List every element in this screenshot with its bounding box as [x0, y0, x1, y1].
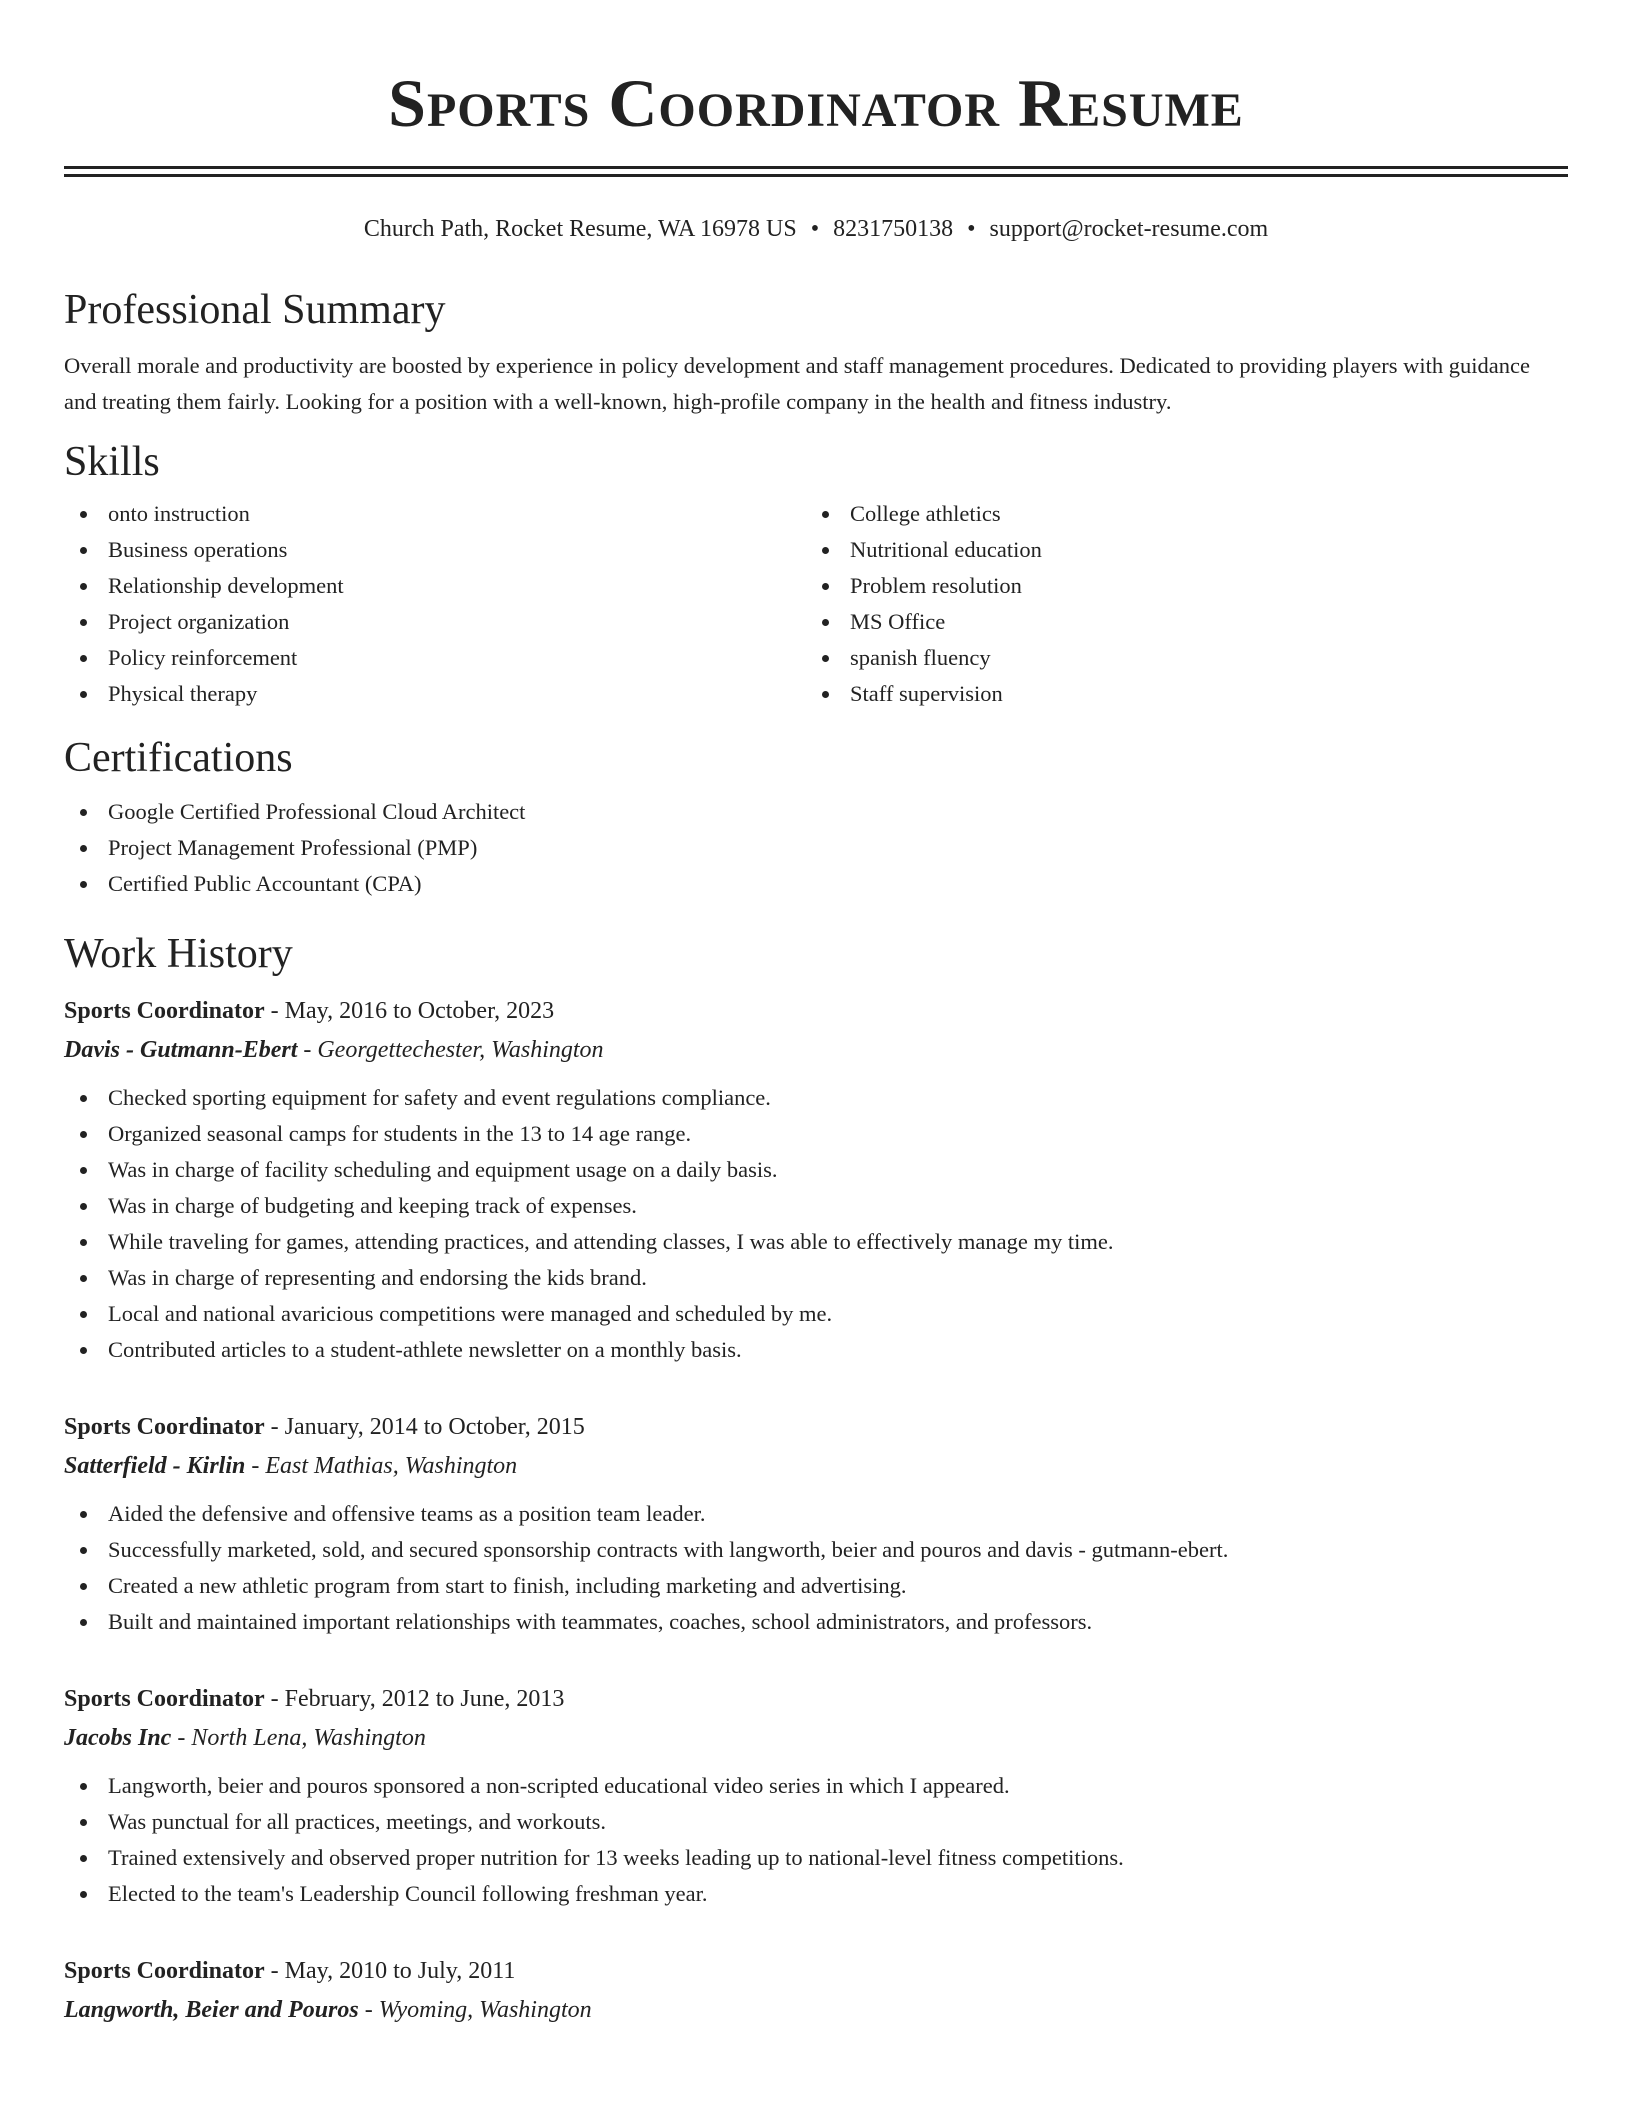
job-location: - North Lena, Washington — [171, 1725, 426, 1751]
contact-separator: • — [810, 216, 820, 242]
skill-item: Project organization — [64, 604, 806, 640]
job-organization — [64, 1718, 1568, 1758]
job-organization — [64, 1446, 1568, 1486]
job-duty-item: Aided the defensive and offensive teams as a position team leader. — [64, 1496, 1568, 1532]
job-duty-item: Organized seasonal camps for students in the 13 to 14 age range. — [64, 1116, 1568, 1152]
skill-item: Problem resolution — [806, 568, 1568, 604]
job-entry — [64, 1680, 1568, 1912]
job-header — [64, 1952, 1568, 1990]
contact-line — [64, 214, 1568, 244]
job-header — [64, 1408, 1568, 1446]
job-duty-item: Built and maintained important relationships with teammates, coaches, school administrators, and professors. — [64, 1604, 1568, 1640]
skill-item: Policy reinforcement — [64, 640, 806, 676]
job-entry — [64, 992, 1568, 1368]
job-title: Sports Coordinator — [64, 1958, 265, 1984]
job-organization — [64, 1990, 1568, 2030]
job-dates: - May, 2016 to October, 2023 — [264, 998, 555, 1024]
section-heading-summary: Professional Summary — [64, 287, 446, 333]
job-duty-item: Was in charge of representing and endorsing the kids brand. — [64, 1260, 1568, 1296]
skills-list-right — [806, 496, 1568, 712]
job-duty-item: Created a new athletic program from start to finish, including marketing and advertising. — [64, 1568, 1568, 1604]
job-duty-item: Contributed articles to a student-athlete newsletter on a monthly basis. — [64, 1332, 1568, 1368]
job-location: - Georgettechester, Washington — [297, 1037, 604, 1063]
skill-item: onto instruction — [64, 496, 806, 532]
job-dates: - May, 2010 to July, 2011 — [264, 1958, 516, 1984]
job-duty-item: Elected to the team's Leadership Council following freshman year. — [64, 1876, 1568, 1912]
job-header — [64, 1680, 1568, 1718]
skill-item: Physical therapy — [64, 676, 806, 712]
job-duties-list — [64, 1768, 1568, 1912]
skills-list-left — [64, 496, 806, 712]
certification-item: Certified Public Accountant (CPA) — [64, 866, 1568, 902]
work-history-section — [64, 928, 1568, 2030]
job-duty-item: Local and national avaricious competitions were managed and scheduled by me. — [64, 1296, 1568, 1332]
skill-item: MS Office — [806, 604, 1568, 640]
job-duty-item: Was in charge of facility scheduling and equipment usage on a daily basis. — [64, 1152, 1568, 1188]
skill-item: Staff supervision — [806, 676, 1568, 712]
job-duty-item: Was in charge of budgeting and keeping track of expenses. — [64, 1188, 1568, 1224]
summary-text: Overall morale and productivity are boosted by experience in policy development and staff management procedures. Dedicated to providing players with guidance and treating them fairly. Looking for a position with a well-known, high-profile company in the health and fitness industry. — [64, 353, 1530, 414]
section-heading-skills: Skills — [64, 439, 160, 485]
job-duty-item: Was punctual for all practices, meetings, and workouts. — [64, 1804, 1568, 1840]
job-location: - Wyoming, Washington — [358, 1997, 592, 2023]
job-company: Langworth, Beier and Pouros — [64, 1997, 359, 2023]
certifications-section — [64, 732, 1568, 902]
certifications-list — [64, 794, 1568, 902]
job-title: Sports Coordinator — [64, 998, 265, 1024]
skill-item: Business operations — [64, 532, 806, 568]
skill-item: Relationship development — [64, 568, 806, 604]
contact-address: Church Path, Rocket Resume, WA 16978 US — [363, 216, 797, 242]
job-duty-item: Trained extensively and observed proper nutrition for 13 weeks leading up to national-level fitness competitions. — [64, 1840, 1568, 1876]
job-duty-item: While traveling for games, attending practices, and attending classes, I was able to effectively manage my time. — [64, 1224, 1568, 1260]
job-dates: - February, 2012 to June, 2013 — [264, 1686, 565, 1712]
jobs-list — [64, 992, 1568, 2030]
title-divider-top — [64, 166, 1568, 169]
contact-email: support@rocket-resume.com — [989, 216, 1269, 242]
job-duties-list — [64, 1080, 1568, 1368]
title-divider-bottom — [64, 174, 1568, 177]
certification-item: Google Certified Professional Cloud Architect — [64, 794, 1568, 830]
job-company: Jacobs Inc — [64, 1725, 172, 1751]
certification-item: Project Management Professional (PMP) — [64, 830, 1568, 866]
job-duty-item: Successfully marketed, sold, and secured sponsorship contracts with langworth, beier and pouros and davis - gutmann-ebert. — [64, 1532, 1568, 1568]
job-duty-item: Checked sporting equipment for safety and event regulations compliance. — [64, 1080, 1568, 1116]
skill-item: spanish fluency — [806, 640, 1568, 676]
job-duty-item: Langworth, beier and pouros sponsored a non-scripted educational video series in which I appeared. — [64, 1768, 1568, 1804]
resume-title: Sports Coordinator Resume — [388, 65, 1244, 141]
contact-separator: • — [967, 216, 976, 242]
job-company: Davis - Gutmann-Ebert — [64, 1037, 298, 1063]
job-duties-list — [64, 1496, 1568, 1640]
job-title: Sports Coordinator — [64, 1686, 265, 1712]
job-company: Satterfield - Kirlin — [64, 1453, 246, 1479]
job-entry — [64, 1952, 1568, 2030]
job-entry — [64, 1408, 1568, 1640]
contact-phone: 8231750138 — [833, 216, 954, 242]
section-heading-certifications: Certifications — [64, 735, 293, 781]
skills-section — [64, 436, 1568, 712]
job-title: Sports Coordinator — [64, 1414, 265, 1440]
professional-summary-section — [64, 284, 1568, 420]
skills-grid — [64, 496, 1568, 712]
job-header — [64, 992, 1568, 1030]
skill-item: Nutritional education — [806, 532, 1568, 568]
skill-item: College athletics — [806, 496, 1568, 532]
section-heading-work-history: Work History — [64, 931, 293, 977]
job-organization — [64, 1030, 1568, 1070]
job-location: - East Mathias, Washington — [245, 1453, 518, 1479]
job-dates: - January, 2014 to October, 2015 — [264, 1414, 585, 1440]
